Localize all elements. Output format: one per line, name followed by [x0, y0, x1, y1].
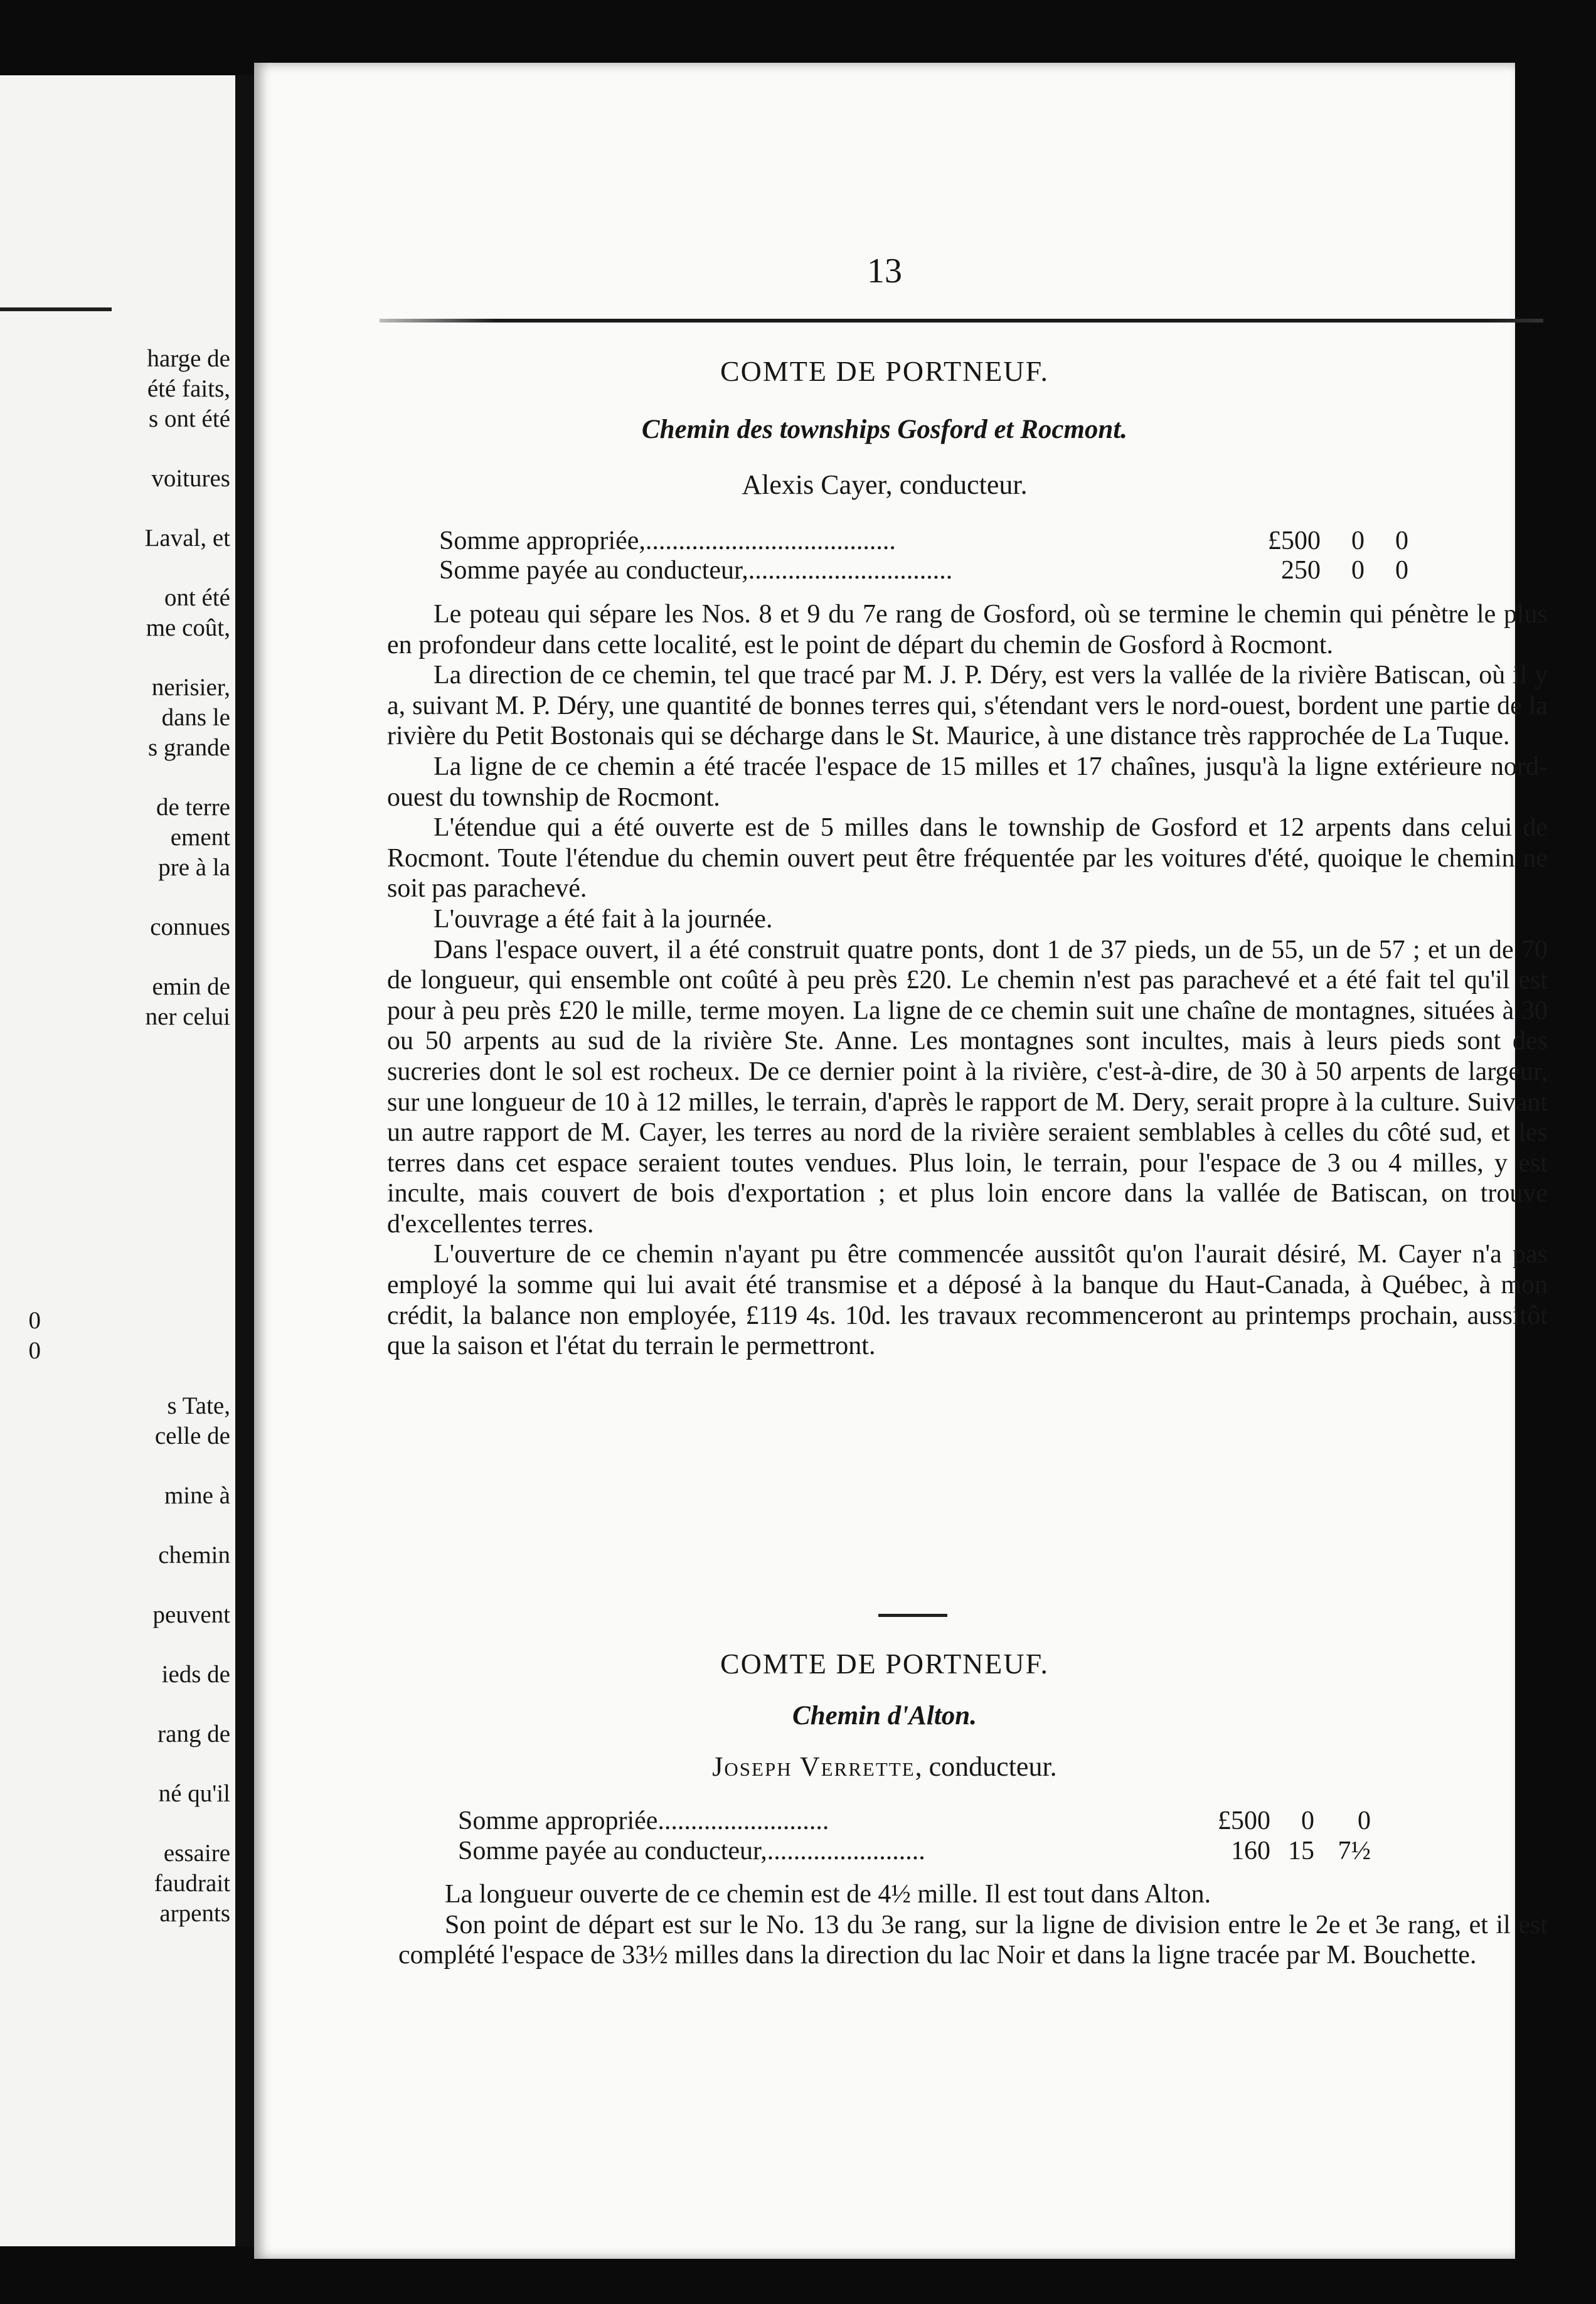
left-page-line: de terre	[156, 794, 230, 821]
left-page-line: 0	[28, 1307, 41, 1334]
book-gutter	[235, 75, 254, 2246]
conductor-line	[254, 1751, 1515, 1783]
paragraph: L'ouverture de ce chemin n'ayant pu être commencée aussitôt qu'on l'aurait désiré, M. Cayer n'a pas employé la somme qui lui avait été transmise et a déposé à la banque du Haut-Canada, à Québec, à mon crédit, la balance non employée, £119 4s. 10d. les travaux recommenceront au printemps prochain, aussitôt que la saison et l'état du terrain le permettront.	[387, 1240, 1548, 1361]
left-page-line: pre à la	[158, 854, 230, 881]
left-page-line: peuvent	[152, 1601, 230, 1628]
amount-pounds: 250	[1281, 556, 1321, 585]
section-divider	[878, 1614, 947, 1617]
left-page-line: 0	[28, 1337, 41, 1364]
left-page-line: dans le	[161, 704, 230, 731]
main-page	[254, 63, 1548, 2259]
left-page-line: ner celui	[145, 1003, 230, 1030]
left-page-line: faudrait	[154, 1870, 230, 1897]
left-page-line: nerisier,	[151, 674, 230, 701]
amount-label: Somme appropriée..........................	[458, 1806, 829, 1835]
amount-pence: 0	[1395, 526, 1408, 555]
paragraph: La longueur ouverte de ce chemin est de 4½ mille. Il est tout dans Alton.	[445, 1880, 1211, 1909]
left-page-line: rang de	[157, 1720, 230, 1747]
amount-pounds: £500	[1268, 526, 1321, 555]
left-page-line: s grande	[147, 734, 230, 761]
paragraph: Dans l'espace ouvert, il a été construit quatre ponts, dont 1 de 37 pieds, un de 55, un de 57 ; et un de 70 de longueur, qui ensemble ont coûté à peu près £20. Le chemin n'est pas parachevé et a été fait tel qu'il est pour à peu près £20 le mille, terme moyen. La ligne de ce chemin suit une chaîne de montagnes, situées à 30 ou 50 arpents au sud de la rivière Ste. Anne. Les montagnes sont incultes, mais à leurs pieds sont des sucreries dont le sol est rocheux. De ce dernier point à la rivière, c'est-à-dire, de 30 à 50 arpents de largeur, sur une longueur de 10 à 12 milles, le terrain, d'après le rapport de M. Dery, serait propre à la culture. Suivant un autre rapport de M. Cayer, les terres au nord de la rivière seraient semblables à celles du côté sud, et les terres dans cet espace seraient toutes vendues. Plus loin, le terrain, pour l'espace de 3 ou 4 milles, y est inculte, mais couvert de bois d'exportation ; et plus loin encore dans la vallée de Batiscan, on trouve d'excellentes terres.	[387, 935, 1548, 1239]
amount-pence: 0	[1395, 556, 1408, 585]
amount-shillings: 15	[1288, 1837, 1314, 1865]
road-title: Chemin des townships Gosford et Rocmont.	[641, 415, 1128, 444]
conductor-name: Joseph Verrette	[712, 1751, 915, 1782]
left-page-line: été faits,	[147, 375, 230, 402]
left-page-line: né qu'il	[158, 1780, 230, 1807]
conductor-line: Alexis Cayer, conducteur.	[742, 469, 1028, 500]
amount-pence: 0	[1358, 1806, 1371, 1835]
left-page-line: connues	[150, 914, 230, 941]
left-page-line: ont été	[164, 584, 230, 611]
section2-body	[398, 1879, 1548, 1971]
county-heading: COMTE DE PORTNEUF.	[720, 355, 1050, 387]
paragraph: L'ouvrage a été fait à la journée.	[434, 904, 773, 934]
conductor-suffix: , conducteur.	[915, 1751, 1057, 1782]
paragraph: La direction de ce chemin, tel que tracé par M. J. P. Déry, est vers la vallée de la rivière Batiscan, où il y a, suivant M. P. Déry, une quantité de bonnes terres qui, s'étendant vers le nord-ouest, bordent une partie de la rivière du Petit Bostonais qui se décharge dans le St. Maurice, à une distance très rapprochée de La Tuque.	[387, 661, 1548, 751]
amount-shillings: 0	[1301, 1806, 1314, 1835]
road-title: Chemin d'Alton.	[792, 1701, 977, 1731]
left-page-line: s Tate,	[167, 1392, 230, 1419]
left-facing-page	[0, 75, 237, 2246]
amount-label: Somme appropriée,......................................	[439, 526, 896, 555]
left-page-line: mine à	[164, 1482, 230, 1509]
amount-shillings: 0	[1351, 556, 1365, 585]
left-page-line: ieds de	[161, 1661, 230, 1688]
left-page-line: harge de	[147, 345, 230, 372]
left-page-line: essaire	[163, 1840, 230, 1867]
left-page-line: celle de	[154, 1422, 230, 1449]
left-page-line: arpents	[159, 1900, 230, 1927]
amount-label: Somme payée au conducteur,........................	[458, 1837, 925, 1865]
amount-pounds: 160	[1231, 1837, 1270, 1865]
paragraph: Son point de départ est sur le No. 13 du 3e rang, sur la ligne de division entre le 2e et 3e rang, et il est complété l'espace de 33½ milles dans la direction du lac Noir et dans la ligne tracée par M. Bouchette.	[398, 1910, 1548, 1970]
amount-shillings: 0	[1351, 526, 1365, 555]
paragraph: La ligne de ce chemin a été tracée l'espace de 15 milles et 17 chaînes, jusqu'à la ligne extérieure nord-ouest du township de Rocmont.	[387, 752, 1548, 812]
left-page-line: s ont été	[149, 405, 230, 432]
left-page-line: me coût,	[146, 614, 230, 641]
amount-label: Somme payée au conducteur,...............................	[439, 556, 953, 585]
left-page-rule	[0, 307, 112, 311]
page-number: 13	[867, 252, 902, 291]
section1-body	[387, 599, 1548, 1362]
paragraph: L'étendue qui a été ouverte est de 5 milles dans le township de Gosford et 12 arpents dans celui de Rocmont. Toute l'étendue du chemin ouvert peut être fréquentée par les voitures d'été, quoique le chemin ne soit pas parachevé.	[387, 813, 1548, 904]
amount-pence: 7½	[1338, 1837, 1371, 1865]
amount-pounds: £500	[1218, 1806, 1270, 1835]
left-page-line: voitures	[151, 465, 230, 492]
left-page-line: ement	[170, 824, 230, 851]
header-rule	[380, 319, 1543, 323]
county-heading: COMTE DE PORTNEUF.	[720, 1648, 1050, 1680]
left-page-line: Laval, et	[144, 525, 230, 552]
paragraph: Le poteau qui sépare les Nos. 8 et 9 du 7e rang de Gosford, où se termine le chemin qui pénètre le plus en profondeur dans cette localité, est le point de départ du chemin de Gosford à Rocmont.	[387, 600, 1548, 659]
left-page-line: chemin	[158, 1542, 230, 1569]
left-page-line: emin de	[152, 973, 230, 1000]
